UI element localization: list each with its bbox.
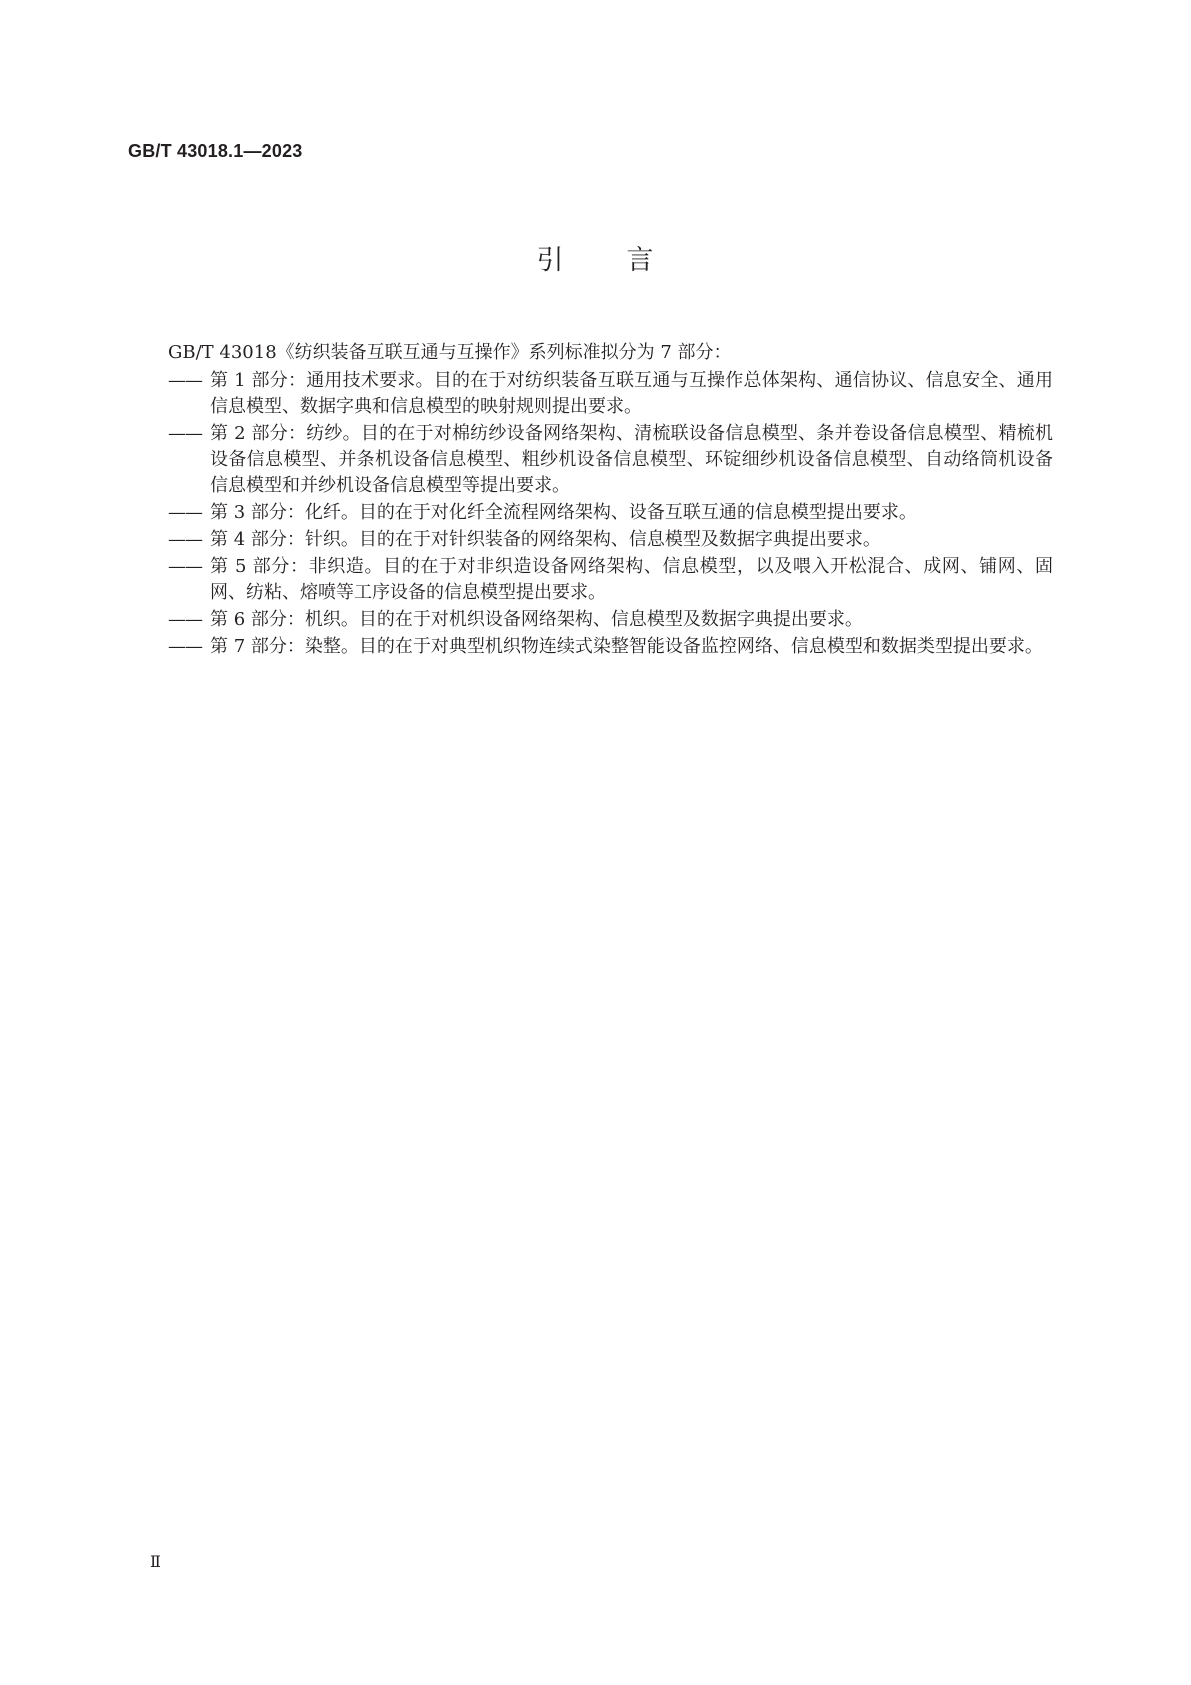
section-title-char-1: 引 [536, 245, 565, 276]
list-item [168, 527, 1053, 553]
introduction-body [168, 340, 1053, 661]
list-item [168, 500, 1053, 526]
list-item [168, 554, 1053, 606]
list-item [168, 421, 1053, 499]
dash-marker: —— [168, 556, 202, 577]
list-item [168, 368, 1053, 420]
intro-paragraph: GB/T 43018《纺织装备互联互通与互操作》系列标准拟分为 7 部分： [168, 342, 732, 363]
dash-marker: —— [168, 423, 202, 444]
list-item [168, 607, 1053, 633]
dash-marker: —— [168, 529, 202, 550]
document-number: GB/T 43018.1—2023 [128, 141, 303, 161]
list-item [168, 634, 1053, 660]
part-text: 第 3 部分：化纤。目的在于对化纤全流程网络架构、设备互联互通的信息模型提出要求。 [210, 502, 917, 523]
section-title [0, 244, 1191, 278]
page-number: Ⅱ [150, 1552, 161, 1571]
part-text: 第 7 部分：染整。目的在于对典型机织物连续式染整智能设备监控网络、信息模型和数据类型提出要求。 [210, 636, 1043, 657]
parts-list [168, 368, 1053, 660]
dash-marker: —— [168, 636, 202, 657]
part-text: 第 5 部分：非织造。目的在于对非织造设备网络架构、信息模型，以及喂入开松混合、成网、铺网、固网、纺粘、熔喷等工序设备的信息模型提出要求。 [210, 556, 1053, 603]
dash-marker: —— [168, 609, 202, 630]
part-text: 第 1 部分：通用技术要求。目的在于对纺织装备互联互通与互操作总体架构、通信协议、信息安全、通用信息模型、数据字典和信息模型的映射规则提出要求。 [210, 370, 1053, 417]
part-text: 第 6 部分：机织。目的在于对机织设备网络架构、信息模型及数据字典提出要求。 [210, 609, 863, 630]
dash-marker: —— [168, 502, 202, 523]
part-text: 第 2 部分：纺纱。目的在于对棉纺纱设备网络架构、清梳联设备信息模型、条并卷设备信息模型、精梳机设备信息模型、并条机设备信息模型、粗纱机设备信息模型、环锭细纱机设备信息模型、自动络筒机设备信息模型和并纱机设备信息模型等提出要求。 [210, 423, 1053, 496]
part-text: 第 4 部分：针织。目的在于对针织装备的网络架构、信息模型及数据字典提出要求。 [210, 529, 881, 550]
section-title-char-2: 言 [626, 245, 655, 276]
dash-marker: —— [168, 370, 202, 391]
